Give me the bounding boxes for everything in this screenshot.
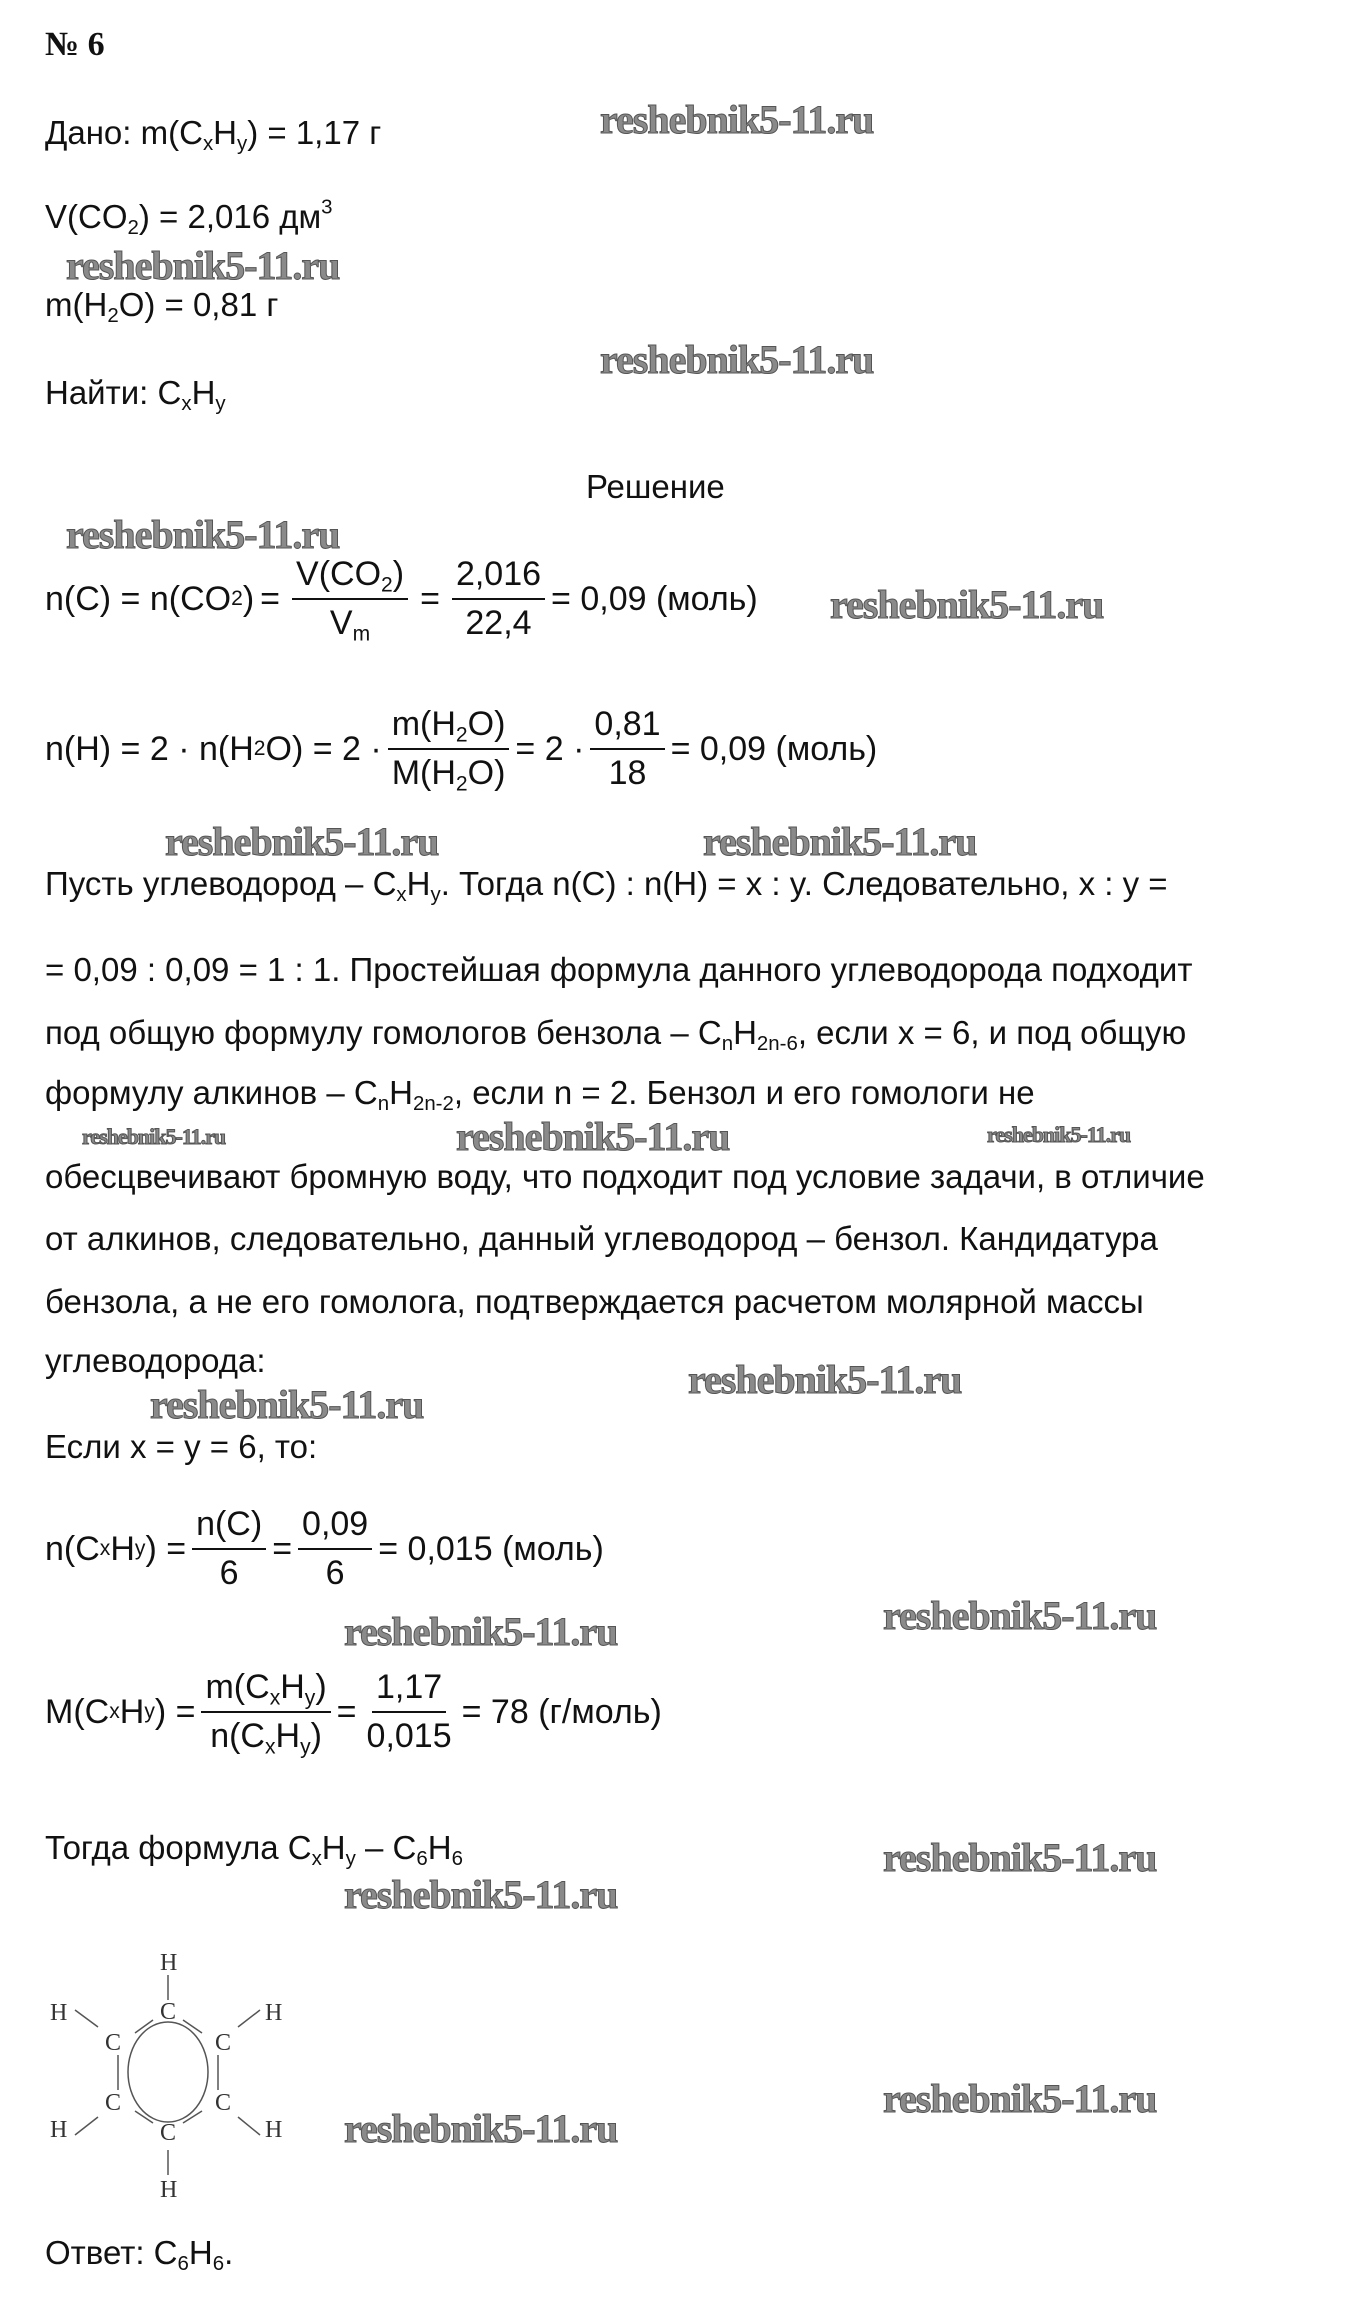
t: H (110, 1529, 135, 1568)
t: . Тогда n(C) : n(H) = x : y. Следовательно, x : y = (440, 865, 1168, 902)
t: Пусть углеводород – C (45, 865, 397, 902)
given-volume (45, 195, 333, 240)
equation-carbon: n(C) = n(CO 2 ) = $\frac{V(CO_2)}{V_m}$ = $\frac{2,016}{22,4}$ = 0,09 (моль) (45, 555, 758, 646)
fraction (292, 555, 408, 646)
t: 6 (325, 1554, 345, 1592)
t: H (733, 1014, 757, 1051)
t: m(H (391, 705, 456, 743)
sub: x (264, 1735, 276, 1759)
paragraph-line (45, 1074, 1035, 1116)
watermark: reshebnik5-11.ru (82, 1124, 226, 1149)
atom-c: C (215, 2030, 232, 2056)
t: n(C) = n(CO (45, 579, 232, 618)
sub: y (237, 132, 248, 156)
t: = 0,015 (моль) (378, 1529, 604, 1568)
watermark: reshebnik5-11.ru (703, 819, 977, 864)
t: Ответ: C (45, 2234, 178, 2271)
watermark: reshebnik5-11.ru (883, 2076, 1157, 2121)
sub: y (300, 1735, 311, 1759)
t: O) (467, 754, 506, 792)
sub: n (721, 1032, 734, 1056)
t: 0,015 (366, 1717, 452, 1755)
t: m(H (45, 286, 108, 323)
equation-molar-mass: M(C x H y ) = $\frac{m(C_xH_y)}{n(C_xH_y)}$ = $\frac{1,17}{0,015}$ = 78 (г/моль) (45, 1668, 662, 1759)
t: ) = 2,016 дм (138, 198, 322, 235)
t: n(H) = 2 · n(H (45, 729, 254, 768)
t: ) (392, 555, 405, 593)
t: V(CO (45, 198, 128, 235)
sub: y (215, 392, 226, 416)
sup: 3 (321, 195, 333, 219)
watermark: reshebnik5-11.ru (600, 97, 874, 142)
equation-moles: n(C x H y ) = $\frac{n(C)}{6}$ = $\frac{0,09}{6}$ = 0,015 (моль) (45, 1505, 604, 1592)
sub: 2 (381, 573, 393, 597)
t: m(C (205, 1668, 270, 1706)
t: = (420, 579, 440, 618)
paragraph-line: = 0,09 : 0,09 = 1 : 1. Простейшая формула данного углеводорода подходит (45, 951, 1193, 988)
fraction (363, 1668, 456, 1756)
t: 22,4 (465, 604, 532, 642)
sub: 2 (127, 216, 139, 240)
watermark: reshebnik5-11.ru (456, 1114, 730, 1159)
solution-heading: Решение (586, 468, 725, 505)
t: Найти: C (45, 374, 182, 411)
t: V(CO (296, 555, 382, 593)
t: – C (355, 1829, 417, 1866)
sub: 2 (455, 723, 468, 747)
t: H (119, 1692, 145, 1731)
formula-line (45, 1829, 463, 1871)
t: = (260, 579, 281, 618)
sub: 6 (451, 1847, 463, 1871)
t: ) = (154, 1692, 196, 1731)
t: m(C (140, 114, 203, 151)
sub: m (352, 622, 371, 646)
atom-c: C (215, 2090, 232, 2116)
t: H (275, 1717, 301, 1755)
t: 0,81 (590, 705, 664, 750)
atom-c: C (160, 1999, 177, 2025)
t: M(H (391, 754, 456, 792)
t: V (329, 604, 353, 642)
watermark: reshebnik5-11.ru (987, 1122, 1131, 1147)
watermark: reshebnik5-11.ru (830, 582, 1104, 627)
t: ) = (145, 1529, 187, 1568)
t: O) = 0,81 г (118, 286, 279, 323)
watermark: reshebnik5-11.ru (344, 1872, 618, 1917)
t: H (389, 1074, 413, 1111)
t: 6 (219, 1554, 239, 1592)
sub: 6 (416, 1847, 428, 1871)
t: 18 (608, 754, 647, 792)
answer-line (45, 2234, 234, 2276)
t: 1,17 (372, 1668, 446, 1713)
watermark: reshebnik5-11.ru (688, 1357, 962, 1402)
t: , если x = 6, и под общую (797, 1014, 1187, 1051)
sub: x (269, 1686, 281, 1710)
benzene-structure-diagram (40, 1945, 300, 2205)
t: n(C (210, 1717, 265, 1755)
t: H (427, 1829, 452, 1866)
given-water (45, 286, 279, 328)
watermark: reshebnik5-11.ru (883, 1835, 1157, 1880)
t: H (321, 1829, 346, 1866)
paragraph-line (45, 1014, 1187, 1056)
t: H (213, 114, 237, 151)
fraction (590, 705, 664, 793)
t: ) (242, 579, 255, 618)
sub: y (430, 883, 441, 907)
t: 0,09 (298, 1505, 372, 1550)
watermark: reshebnik5-11.ru (883, 1593, 1157, 1638)
t: O) (467, 705, 506, 743)
t: формулу алкинов – C (45, 1074, 378, 1111)
sub: y (304, 1686, 316, 1710)
watermark: reshebnik5-11.ru (165, 819, 439, 864)
watermark: reshebnik5-11.ru (66, 243, 340, 288)
t: H (191, 374, 216, 411)
given-label: Дано: (45, 114, 132, 151)
given-mass (45, 114, 382, 156)
sub: 2n-6 (756, 1032, 798, 1056)
paragraph-line (45, 865, 1168, 907)
watermark: reshebnik5-11.ru (344, 1609, 618, 1654)
atom-h: H (160, 2177, 178, 2203)
t: = 2 · (515, 729, 585, 768)
atom-h: H (265, 2117, 283, 2143)
sub: 6 (177, 2252, 189, 2276)
t: = 0,09 (моль) (670, 729, 878, 768)
sub: x (202, 132, 214, 156)
t: = 78 (г/моль) (461, 1692, 662, 1731)
atom-h: H (50, 2000, 68, 2026)
fraction (201, 1668, 330, 1759)
atom-c: C (105, 2030, 122, 2056)
find-line (45, 374, 226, 416)
t: 2,016 (452, 555, 545, 600)
sub: n (377, 1092, 390, 1116)
t: H (188, 2234, 213, 2271)
fraction (298, 1505, 372, 1593)
watermark: reshebnik5-11.ru (600, 337, 874, 382)
t: ) = 1,17 г (247, 114, 382, 151)
paragraph-line: обесцвечивают бромную воду, что подходит под условие задачи, в отличие (45, 1158, 1205, 1195)
t: = (336, 1692, 357, 1731)
sub: x (396, 883, 407, 907)
t: , если n = 2. Бензол и его гомологи не (453, 1074, 1035, 1111)
t: под общую формулу гомологов бензола – C (45, 1014, 722, 1051)
watermark: reshebnik5-11.ru (150, 1382, 424, 1427)
sub: 2 (455, 772, 468, 796)
problem-number: № 6 (45, 26, 105, 63)
if-line: Если x = y = 6, то: (45, 1428, 318, 1465)
t: M(C (45, 1692, 110, 1731)
t: O) = 2 · (265, 729, 382, 768)
paragraph-line: бензола, а не его гомолога, подтверждается расчетом молярной массы (45, 1283, 1144, 1320)
sub: 2n-2 (412, 1092, 454, 1116)
sub: x (311, 1847, 322, 1871)
t: H (406, 865, 431, 902)
t: n(C) (192, 1505, 266, 1550)
atom-c: C (105, 2090, 122, 2116)
t: = 0,09 (моль) (551, 579, 758, 618)
atom-h: H (50, 2117, 68, 2143)
sub: x (181, 392, 192, 416)
watermark: reshebnik5-11.ru (344, 2106, 618, 2151)
fraction (452, 555, 545, 643)
t: ) (310, 1717, 322, 1755)
fraction (192, 1505, 266, 1593)
t: ) (315, 1668, 327, 1706)
sub: 6 (212, 2252, 225, 2276)
sub: y (345, 1847, 356, 1871)
t: n(C (45, 1529, 100, 1568)
sub: 2 (107, 304, 119, 328)
atom-h: H (265, 2000, 283, 2026)
atom-c: C (160, 2120, 177, 2146)
atom-h: H (160, 1950, 178, 1976)
paragraph-line: от алкинов, следовательно, данный углеводород – бензол. Кандидатура (45, 1220, 1158, 1257)
t: Тогда формула C (45, 1829, 312, 1866)
paragraph-line: углеводорода: (45, 1342, 266, 1379)
t: = (272, 1529, 293, 1568)
equation-hydrogen: n(H) = 2 · n(H 2 O) = 2 · $\frac{m(H_2O)}{M(H_2O)}$ = 2 · $\frac{0,81}{18}$ = 0,09 (моль) (45, 705, 878, 796)
fraction (388, 705, 510, 796)
t: H (280, 1668, 305, 1706)
t: . (224, 2234, 234, 2271)
watermark: reshebnik5-11.ru (66, 512, 340, 557)
